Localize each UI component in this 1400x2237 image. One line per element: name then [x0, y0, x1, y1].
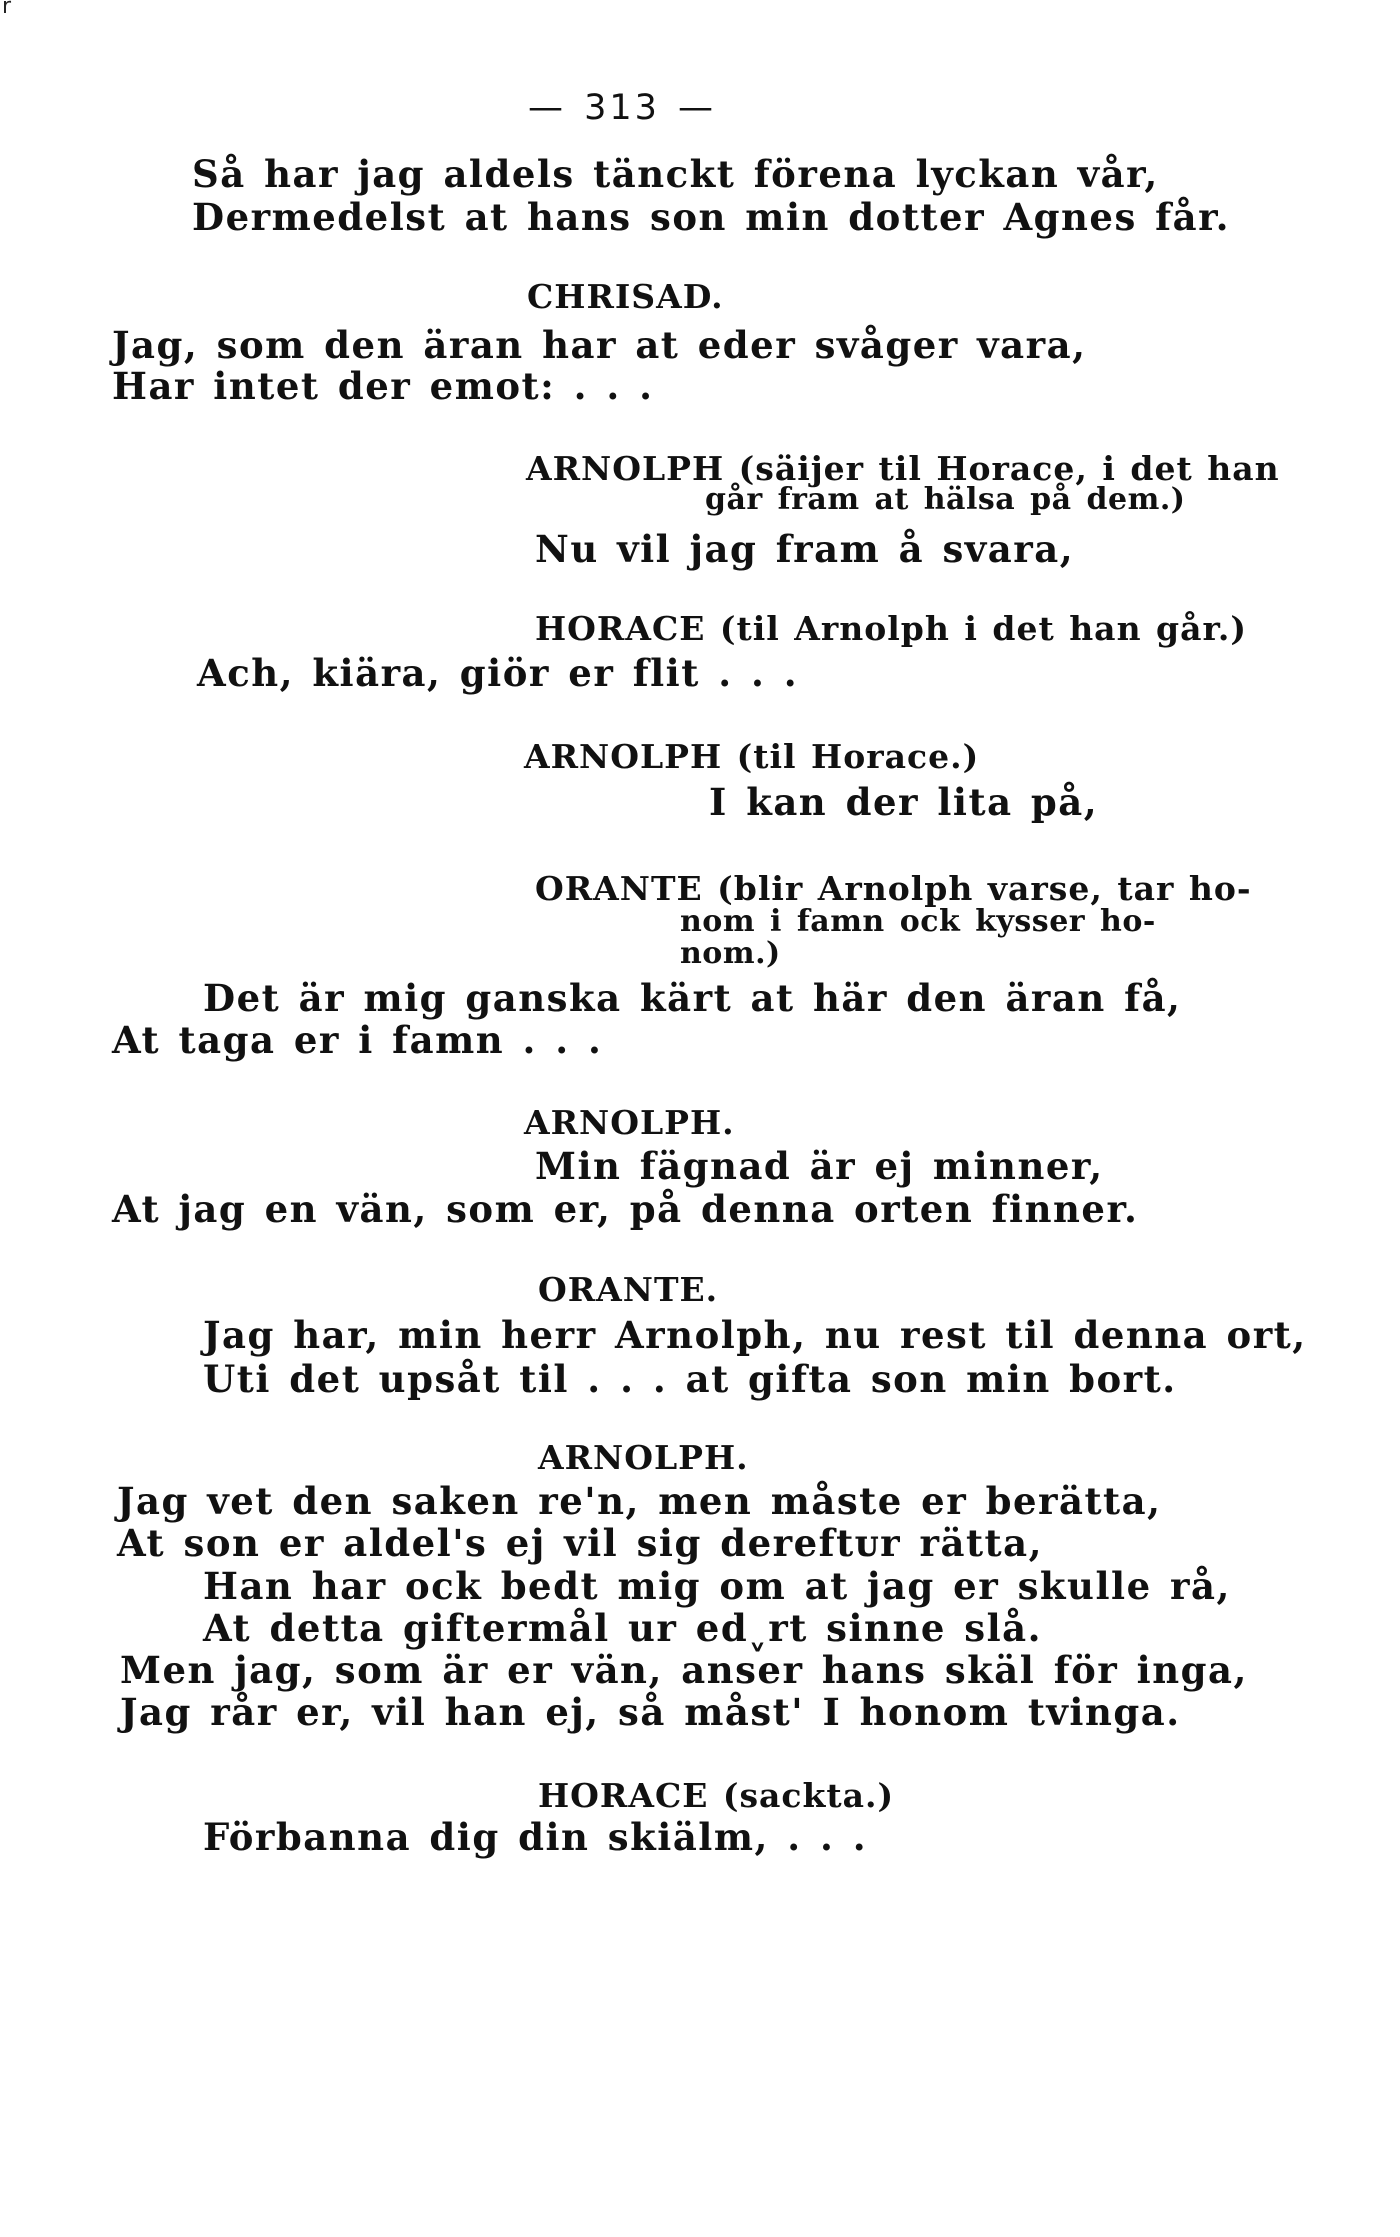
verse-line: Jag vet den saken re'n, men måste er berätta, — [117, 1479, 1162, 1523]
speaker-horace: HORACE (til Arnolph i det han går.) — [535, 609, 1247, 648]
verse-line: Min fägnad är ej minner, — [535, 1144, 1104, 1188]
stage-direction: nom.) — [680, 936, 781, 971]
speaker-orante: ORANTE (blir Arnolph varse, tar ho- — [535, 869, 1252, 908]
speaker-arnolph: ARNOLPH. — [524, 1103, 735, 1142]
speaker-arnolph: ARNOLPH (til Horace.) — [524, 737, 980, 776]
speaker-orante: ORANTE. — [538, 1270, 719, 1309]
page-number: — 313 — — [528, 88, 717, 128]
verse-line: Jag, som den äran har at eder svåger vara, — [112, 323, 1087, 367]
verse-line: Han har ock bedt mig om at jag er skulle rå, — [203, 1564, 1231, 1608]
verse-line: At jag en vän, som er, på denna orten finner. — [112, 1187, 1139, 1231]
speaker-horace: HORACE (sackta.) — [538, 1776, 895, 1815]
verse-line: At son er aldel's ej vil sig dereftᴜr rätta, — [117, 1521, 1044, 1565]
verse-line: Jag rår er, vil han ej, så måst' I honom tvinga. — [120, 1690, 1181, 1734]
verse-line: Jag har, min herr Arnolph, nu rest til denna ort, — [203, 1313, 1307, 1357]
verse-line: Dermedelst at hans son min dotter Agnes får. — [192, 195, 1231, 239]
verse-line: Ach, kiära, giör er flit . . . — [197, 651, 799, 695]
verse-line: Så har jag aldels tänckt förena lyckan vår, — [192, 152, 1159, 196]
verse-line: At taga er i famn . . . — [112, 1018, 603, 1062]
verse-line: Uti det upsåt til . . . at gifta son min bort. — [203, 1357, 1177, 1401]
speaker-chrisad: CHRISAD. — [527, 277, 724, 316]
verse-line: Men jag, som är er vän, anser hans skäl för inga, — [120, 1648, 1248, 1692]
verse-line: Förbanna dig din skiälm, . . . — [203, 1815, 868, 1859]
verse-line: Nu vil jag fram å svara, — [535, 527, 1075, 571]
verse-line: At detta giftermål ur edˬrt sinne slå. — [203, 1606, 1043, 1650]
stage-direction: nom i famn ock kysser ho- — [680, 904, 1156, 939]
stage-direction: går fram at hälsa på dem.) — [705, 482, 1186, 517]
speaker-arnolph: ARNOLPH (säijer til Horace, i det han — [526, 449, 1280, 488]
verse-line: I kan der lita på, — [709, 780, 1099, 824]
verse-line: Det är mig ganska kärt at här den äran få, — [203, 976, 1182, 1020]
verse-line: Har intet der emot: . . . — [112, 364, 654, 408]
corner-mark: r — [2, 0, 12, 19]
speaker-arnolph: ARNOLPH. — [538, 1438, 749, 1477]
